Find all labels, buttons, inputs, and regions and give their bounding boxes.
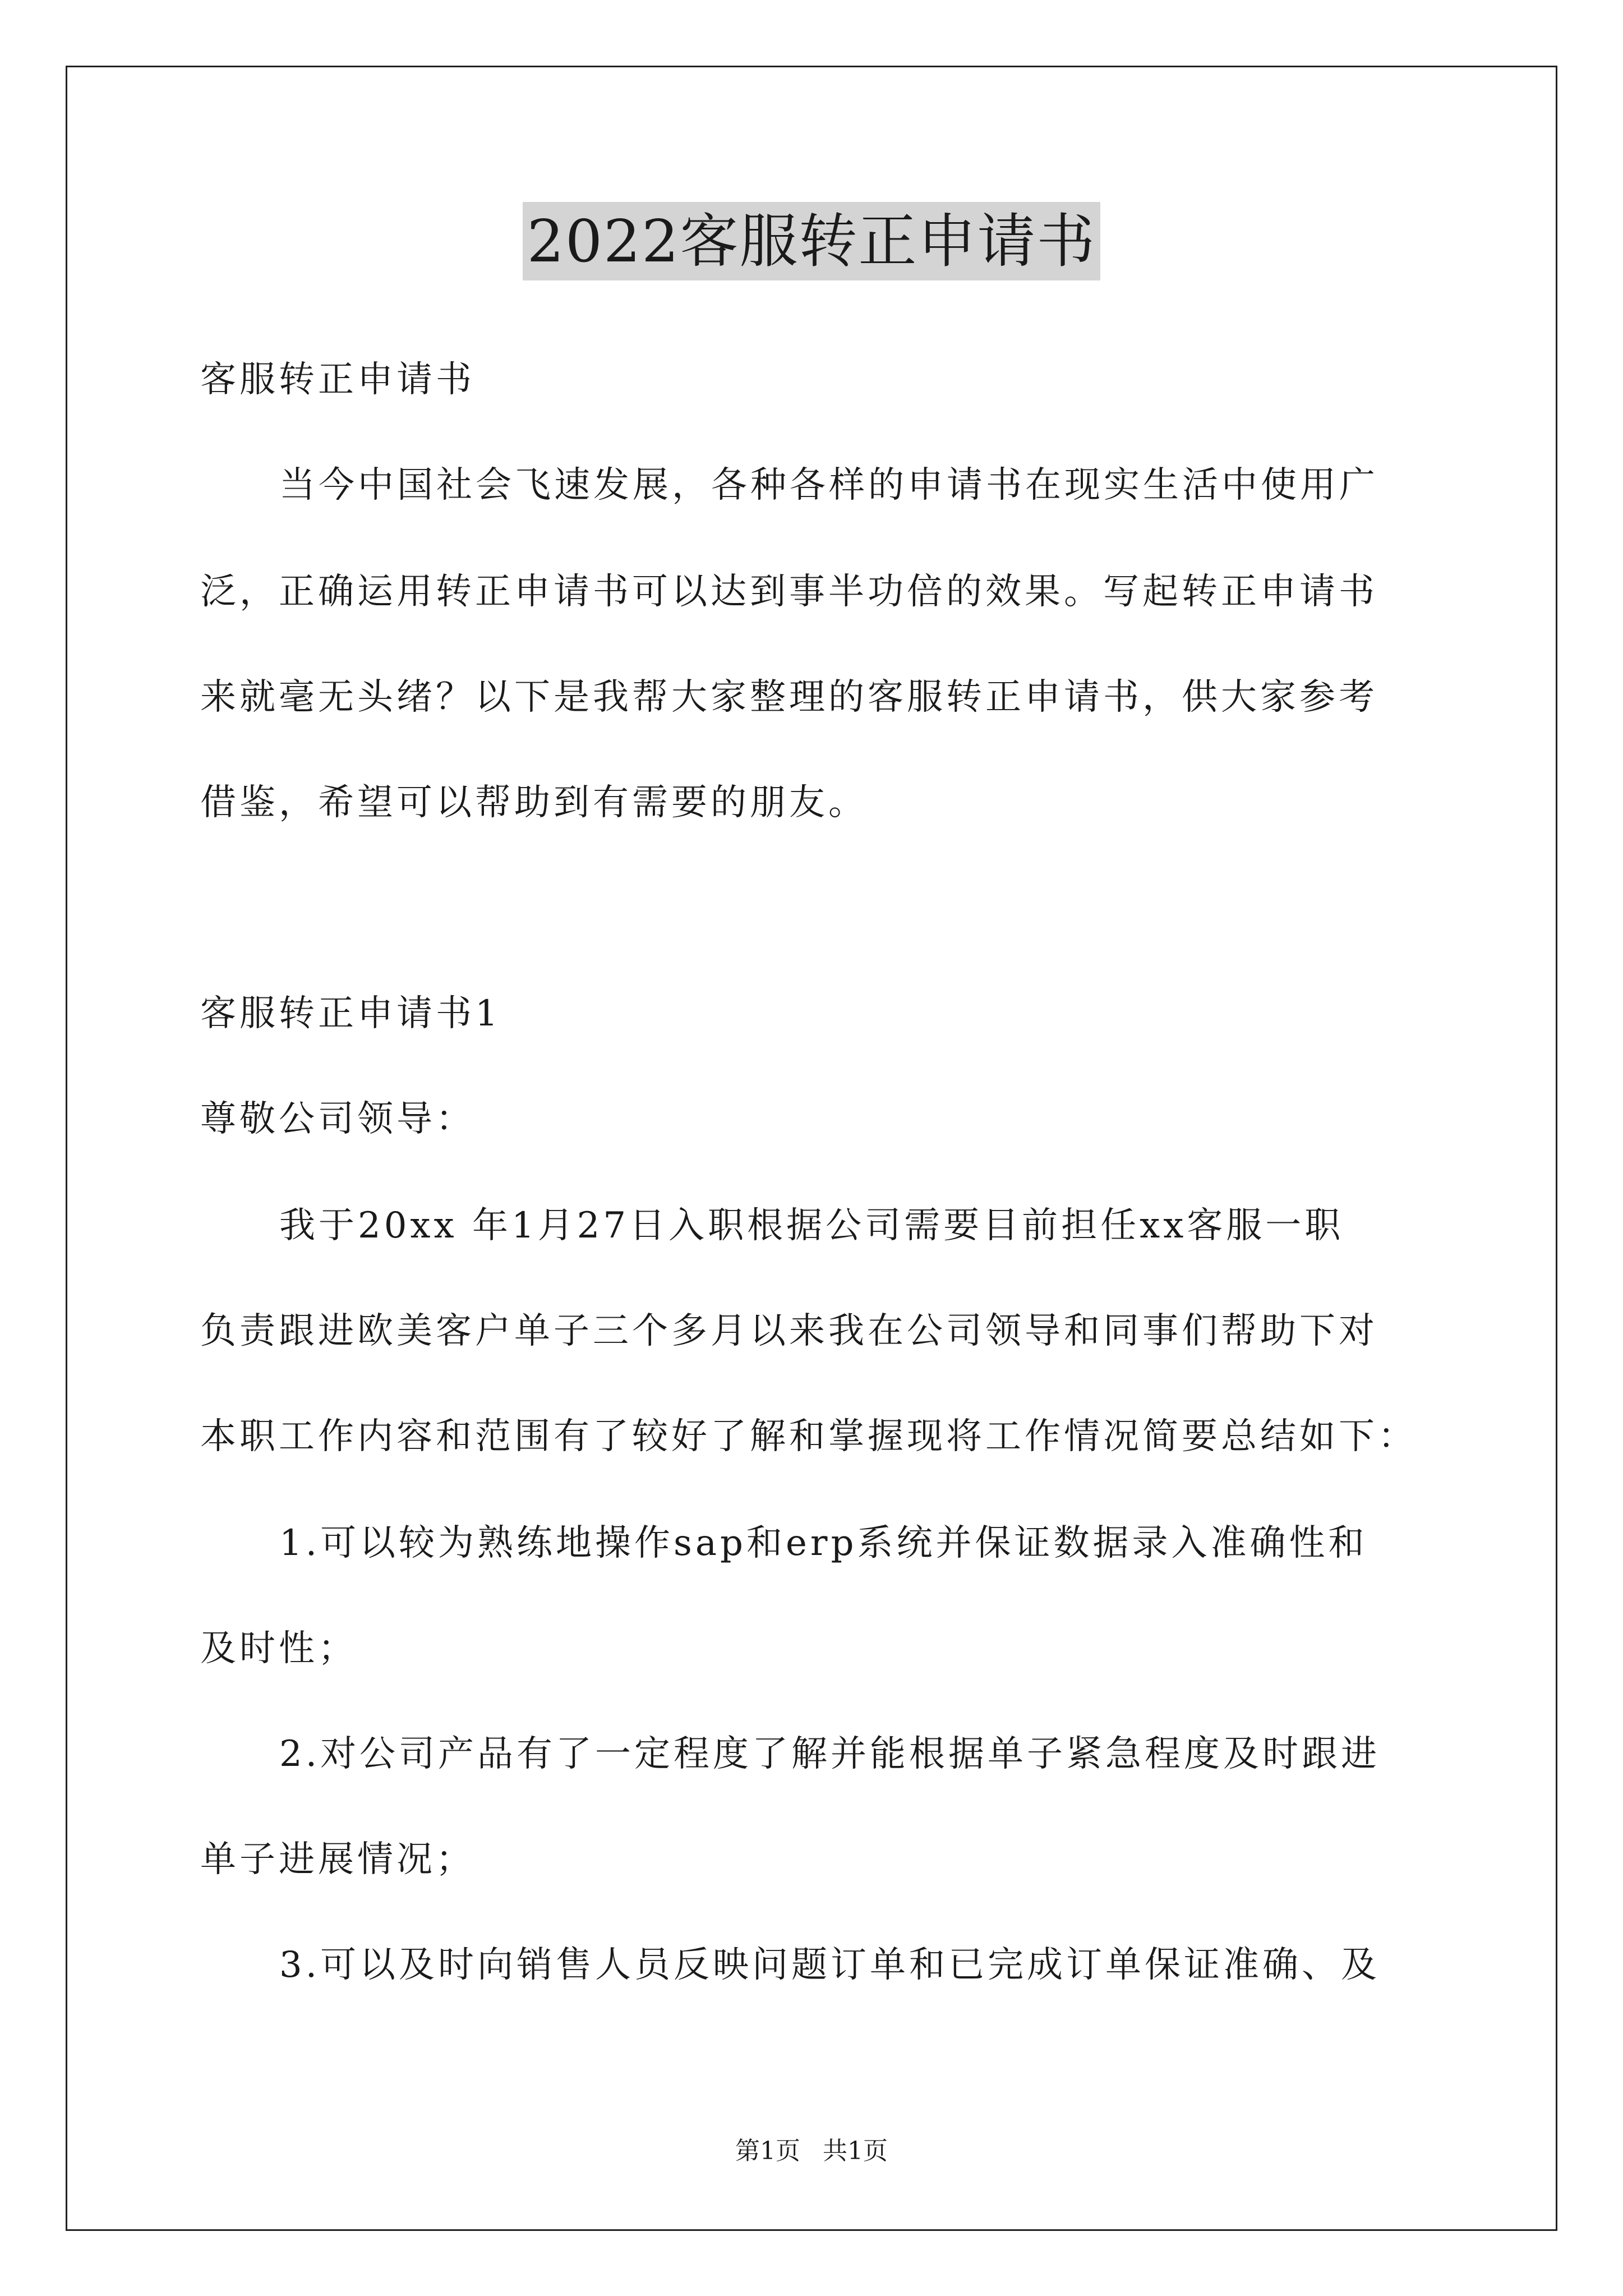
- document-title: 2022客服转正申请书: [523, 202, 1101, 280]
- list-item-1-line-2: 及时性；: [200, 1628, 357, 1669]
- body-line-2: 负责跟进欧美客户单子三个多月以来我在公司领导和同事们帮助下对: [200, 1310, 1378, 1352]
- page-footer: [0, 2134, 1623, 2168]
- page-total: 共1页: [823, 2137, 888, 2165]
- page-current: 第1页: [735, 2137, 800, 2165]
- intro-line-1: 当今中国社会飞速发展，各种各样的申请书在现实生活中使用广: [279, 464, 1378, 506]
- body-line-3: 本职工作内容和范围有了较好了解和掌握现将工作情况简要总结如下：: [200, 1416, 1417, 1457]
- list-item-1-line-1: 1.可以较为熟练地操作sap和erp系统并保证数据录入准确性和: [279, 1522, 1368, 1564]
- section-heading: 客服转正申请书1: [200, 993, 501, 1034]
- salutation: 尊敬公司领导：: [200, 1098, 475, 1140]
- intro-line-2: 泛，正确运用转正申请书可以达到事半功倍的效果。写起转正申请书: [200, 571, 1378, 613]
- intro-line-3: 来就毫无头绪？以下是我帮大家整理的客服转正申请书，供大家参考: [200, 677, 1378, 718]
- list-item-2-line-1: 2.对公司产品有了一定程度了解并能根据单子紧急程度及时跟进: [279, 1733, 1381, 1775]
- subtitle-line: 客服转正申请书: [200, 359, 475, 401]
- intro-line-4: 借鉴，希望可以帮助到有需要的朋友。: [200, 782, 868, 823]
- list-item-3-line-1: 3.可以及时向销售人员反映问题订单和已完成订单保证准确、及: [279, 1944, 1381, 1986]
- list-item-2-line-2: 单子进展情况；: [200, 1839, 475, 1880]
- body-line-1: 我于20xx 年1月27日入职根据公司需要目前担任xx客服一职: [279, 1205, 1344, 1246]
- title-wrap: [0, 202, 1623, 280]
